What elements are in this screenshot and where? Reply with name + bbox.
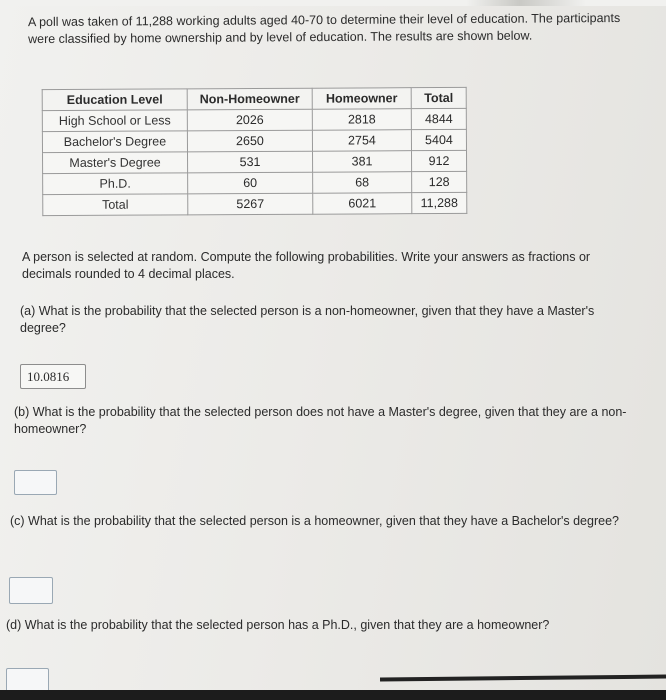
table-cell: 11,288 bbox=[412, 192, 467, 213]
table-cell: Bachelor's Degree bbox=[42, 131, 187, 153]
table-cell: 4844 bbox=[411, 108, 466, 129]
table-row-total bbox=[43, 192, 467, 215]
col-header-education-level: Education Level bbox=[42, 89, 187, 111]
table-cell: 2650 bbox=[187, 130, 312, 152]
table-row bbox=[42, 108, 466, 131]
question-d-text: (d) What is the probability that the selected person has a Ph.D., given that they are a homeowner? bbox=[6, 618, 550, 632]
col-header-non-homeowner: Non-Homeowner bbox=[187, 88, 312, 110]
screen-bottom-edge bbox=[0, 690, 666, 700]
table-cell: 60 bbox=[188, 172, 313, 194]
table-cell: 68 bbox=[313, 172, 412, 194]
table-cell: Ph.D. bbox=[43, 173, 188, 195]
table-header-row bbox=[42, 87, 466, 110]
answer-b-input[interactable] bbox=[14, 470, 57, 495]
question-b-text: (b) What is the probability that the selected person does not have a Master's degree, given that they are a non-homeowner? bbox=[14, 405, 627, 436]
table-cell: 5404 bbox=[411, 129, 466, 150]
data-table bbox=[42, 87, 468, 216]
table-row bbox=[42, 129, 466, 152]
intro-text: A poll was taken of 11,288 working adults aged 40-70 to determine their level of education. The participants were classified by home ownership and by level of education. The results are shown below. bbox=[27, 10, 621, 47]
answer-c-input[interactable] bbox=[9, 577, 53, 604]
table-cell: 2026 bbox=[187, 109, 312, 131]
col-header-homeowner: Homeowner bbox=[312, 88, 411, 110]
table-cell: 912 bbox=[411, 150, 466, 171]
table-cell: High School or Less bbox=[42, 110, 187, 132]
table-cell: Total bbox=[43, 194, 188, 216]
table-cell: 6021 bbox=[313, 193, 412, 215]
top-edge bbox=[0, 0, 666, 6]
table-row bbox=[43, 150, 467, 173]
instructions-text: A person is selected at random. Compute the following probabilities. Write your answers as fractions or decimals rounded to 4 decimal places. bbox=[22, 250, 591, 281]
education-table bbox=[42, 87, 468, 216]
question-c-text: (c) What is the probability that the selected person is a homeowner, given that they have a Bachelor's degree? bbox=[10, 514, 619, 528]
table-row bbox=[43, 171, 467, 194]
col-header-total: Total bbox=[411, 87, 466, 108]
table-cell: Master's Degree bbox=[43, 152, 188, 174]
question-a-text: (a) What is the probability that the selected person is a non-homeowner, given that they have a Master's degree? bbox=[20, 304, 595, 335]
table-cell: 128 bbox=[412, 171, 467, 192]
table-cell: 381 bbox=[312, 151, 411, 173]
table-cell: 2754 bbox=[312, 130, 411, 152]
table-cell: 531 bbox=[188, 151, 313, 173]
answer-a-input[interactable]: 10.0816 bbox=[20, 364, 86, 389]
bottom-bar bbox=[380, 675, 666, 682]
table-cell: 5267 bbox=[188, 193, 313, 215]
table-cell: 2818 bbox=[312, 109, 411, 131]
